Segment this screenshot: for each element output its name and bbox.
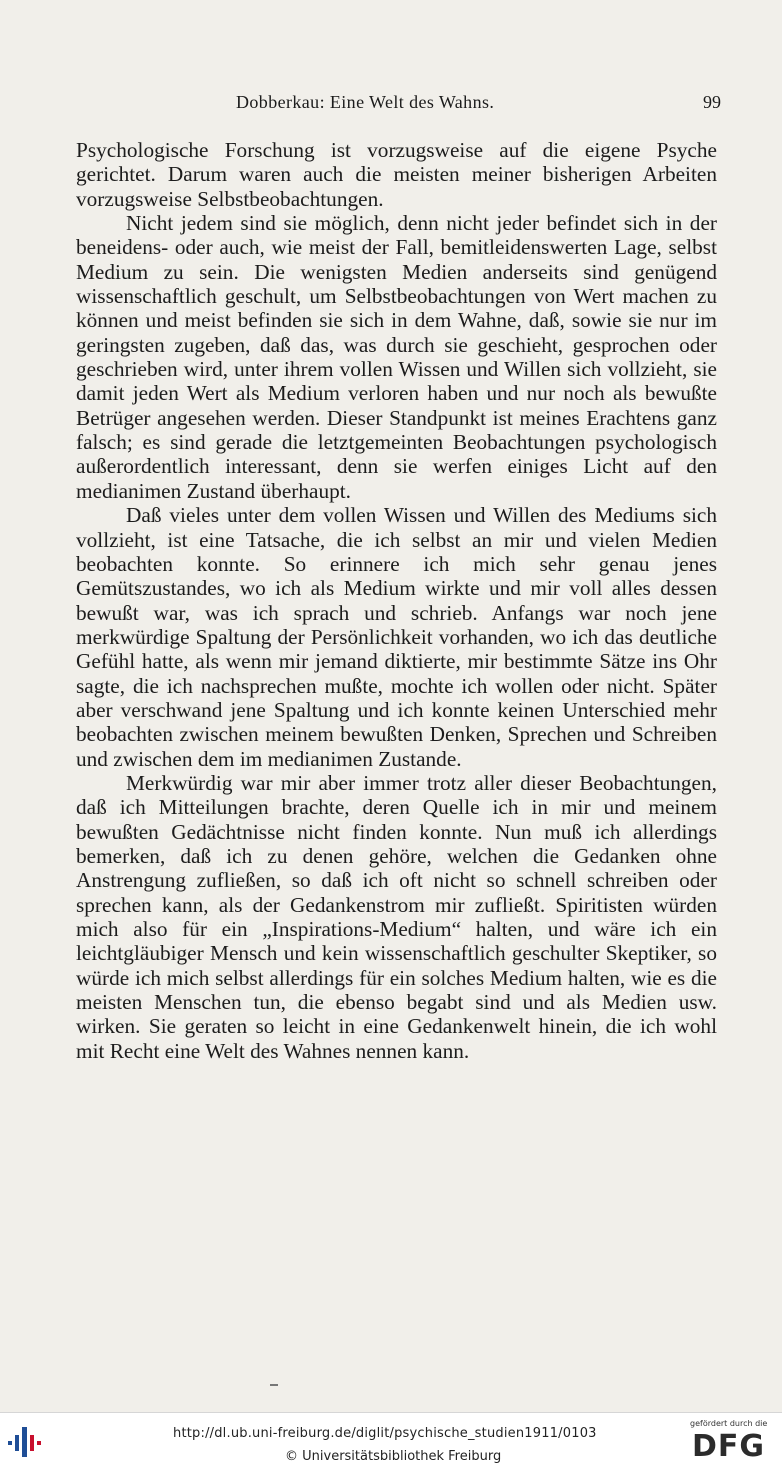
paragraph-4: Merkwürdig war mir aber immer trotz aller dieser Beobachtungen, daß ich Mitteilungen brachte, deren Quelle ich in mir und meinem bewußten Gedächtnisse nicht finden konnte. Nun muß ich allerdings bemerken, daß ich zu denen gehöre, welchen die Gedanken ohne Anstrengung zufließen, so daß ich oft nicht so schnell schreiben oder sprechen kann, als der Gedankenstrom mir zufließt. Spiritisten würden mich also für ein „Inspirations-Medium“ halten, und wäre ich ein leichtgläubiger Mensch und kein wissenschaftlich geschulter Skeptiker, so würde ich mich selbst allerdings für ein solches Medium halten, wie es die meisten Menschen tun, die ebenso begabt sind und als Medien usw. wirken. Sie geraten so leicht in eine Gedankenwelt hinein, die ich wohl mit Recht eine Welt des Wahnes nennen kann. [76,770,717,1063]
dfg-logo-mark: DFG [692,1429,766,1464]
copyright-notice: © Universitätsbibliothek Freiburg [285,1449,502,1464]
permalink-link[interactable]: http://dl.ub.uni-freiburg.de/diglit/psychische_studien1911/0103 [173,1426,597,1441]
paragraph-1: Psychologische Forschung ist vorzugsweise auf die eigene Psyche gerichtet. Darum waren auch die meisten meiner bisherigen Arbeiten vorzugsweise Selbstbeobachtungen. [76,138,717,211]
viewer-footer [0,1412,782,1470]
page-number: 99 [703,92,721,112]
running-head: Dobberkau: Eine Welt des Wahns. [236,92,495,112]
body-text [76,138,717,1063]
dfg-logo [688,1419,778,1467]
dfg-caption: gefördert durch die [690,1419,768,1428]
page-mark [270,1384,278,1386]
library-logo-icon [6,1423,48,1463]
paragraph-3: Daß vieles unter dem vollen Wissen und Willen des Mediums sich vollzieht, ist eine Tatsache, die ich selbst an mir und vielen Medien beobachten konnte. So erinnere ich mich sehr genau jenes Gemütszustandes, wo ich als Medium wirkte und mir voll alles dessen bewußt war, was ich sprach und schrieb. Anfangs war noch jene merkwürdige Spaltung der Persönlichkeit vorhanden, wo ich das deutliche Gefühl hatte, als wenn mir jemand diktierte, mir bestimmte Sätze ins Ohr sagte, die ich nachsprechen mußte, mochte ich wollen oder nicht. Später aber verschwand jene Spaltung und ich konnte keinen Unterschied mehr beobachten zwischen meinem bewußten Denken, Sprechen und Schreiben und zwischen dem im medianimen Zustande. [76,503,717,771]
paragraph-2: Nicht jedem sind sie möglich, denn nicht jeder befindet sich in der beneidens- oder auch, wie meist der Fall, bemitleidenswerten Lage, selbst Medium zu sein. Die wenigsten Medien anderseits sind genügend wissenschaftlich geschult, um Selbstbeobachtungen von Wert machen zu können und meist befinden sie sich in dem Wahne, daß, sowie sie nur im geringsten zugeben, daß das, was durch sie geschieht, gesprochen oder geschrieben wird, unter ihrem vollen Wissen und Willen sich vollzieht, sie damit jeden Wert als Medium verloren haben und nur noch als bewußte Betrüger angesehen werden. Dieser Standpunkt ist meines Erachtens ganz falsch; es sind gerade die letztgemeinten Beobachtungen psychologisch außerordentlich interessant, denn sie werfen einiges Licht auf den medianimen Zustand überhaupt. [76,211,717,503]
